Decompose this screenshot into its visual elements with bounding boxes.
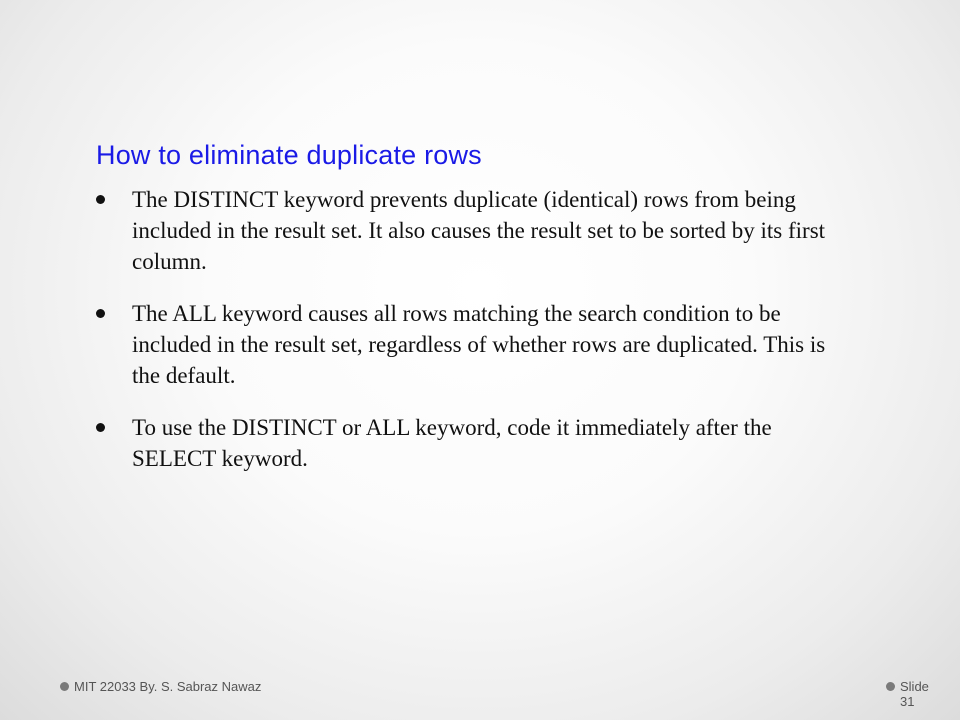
- slide-number: 31: [900, 694, 915, 709]
- slide-heading: How to eliminate duplicate rows: [96, 140, 482, 170]
- slide-label: Slide: [900, 679, 929, 694]
- bullet-list: [96, 184, 856, 495]
- bullet-item: [96, 184, 856, 277]
- bullet-text: To use the DISTINCT or ALL keyword, code it immediately after the SELECT keyword.: [132, 415, 772, 471]
- bullet-dot-icon: [96, 309, 105, 318]
- bullet-item: [96, 298, 856, 391]
- footer-left: [60, 679, 261, 694]
- footer-bullet-icon: [886, 682, 895, 691]
- footer-bullet-icon: [60, 682, 69, 691]
- bullet-text: The ALL keyword causes all rows matching the search condition to be included in the result set, regardless of whether rows are duplicated. This is the default.: [132, 301, 826, 388]
- bullet-dot-icon: [96, 423, 105, 432]
- bullet-dot-icon: [96, 195, 105, 204]
- footer-slide-number: [886, 679, 946, 710]
- bullet-item: [96, 412, 856, 474]
- footer-author-text: MIT 22033 By. S. Sabraz Nawaz: [74, 679, 262, 694]
- bullet-text: The DISTINCT keyword prevents duplicate (identical) rows from being included in the result set. It also causes the result set to be sorted by its first column.: [132, 187, 826, 274]
